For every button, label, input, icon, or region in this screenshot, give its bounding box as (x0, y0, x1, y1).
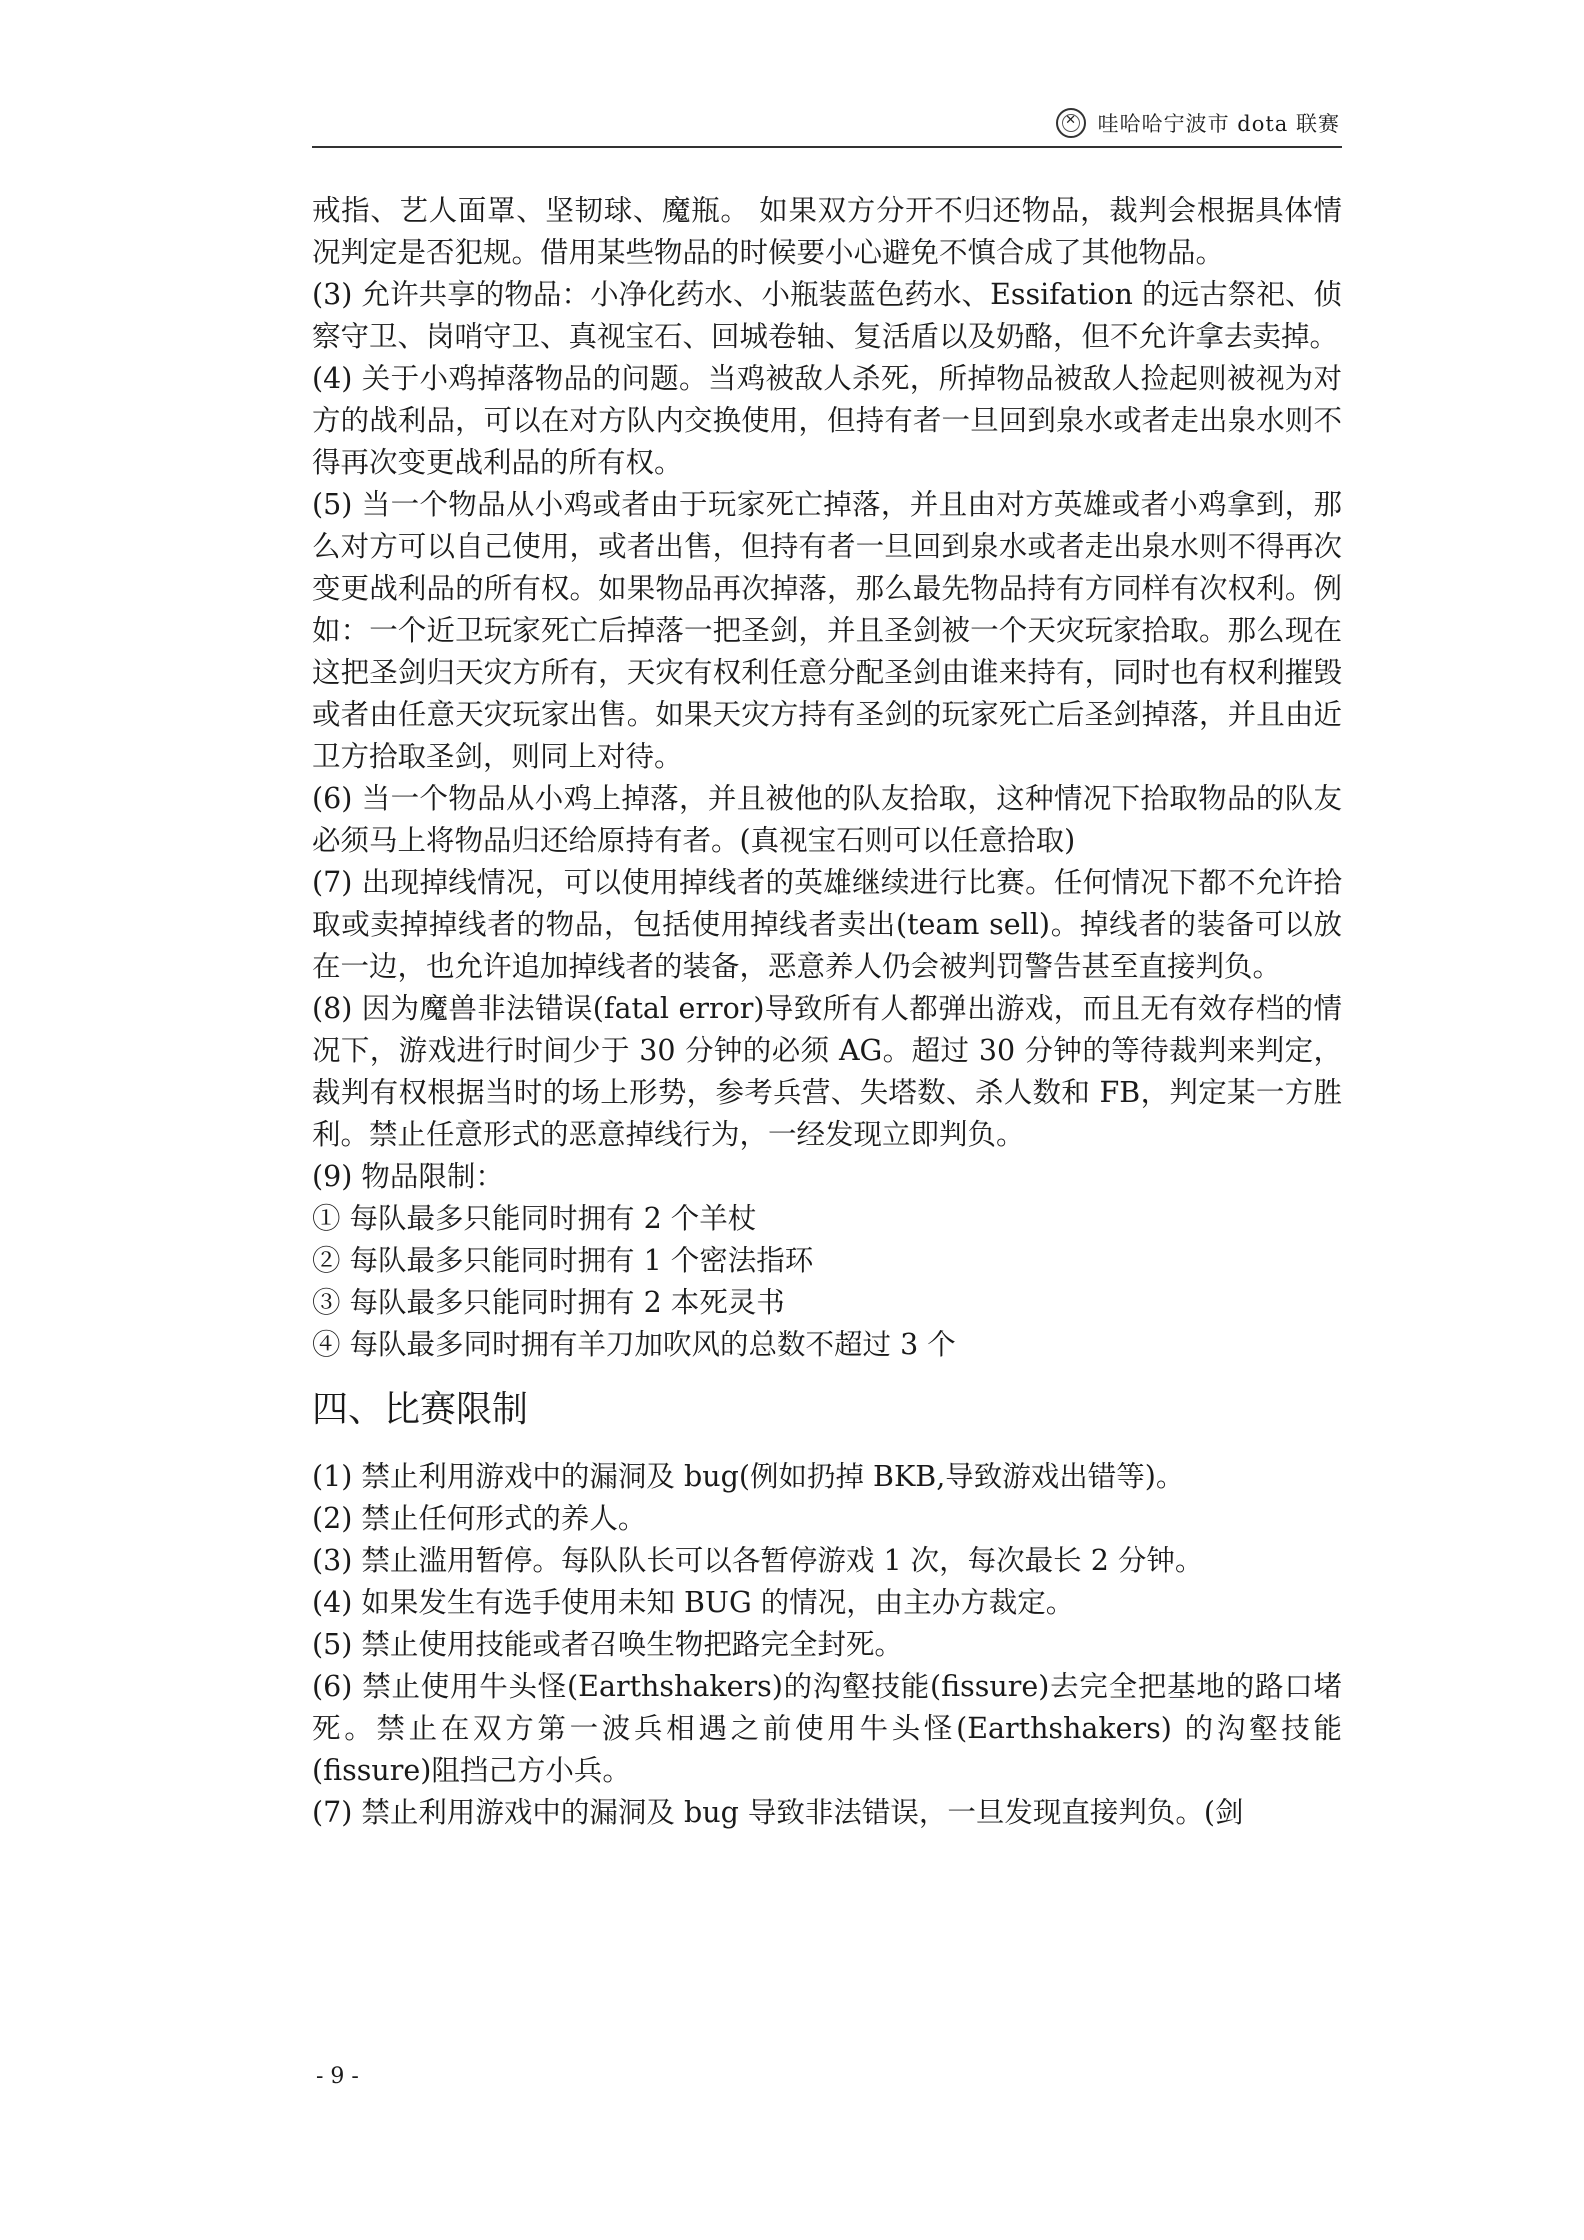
paragraph: (4) 关于小鸡掉落物品的问题。当鸡被敌人杀死，所掉物品被敌人捡起则被视为对方的战利品，可以在对方队内交换使用，但持有者一旦回到泉水或者走出泉水则不得再次变更战利品的所有权。 (312, 362, 1342, 479)
list-item: ③ 每队最多只能同时拥有 2 本死灵书 (312, 1286, 785, 1319)
paragraph: (1) 禁止利用游戏中的漏洞及 bug(例如扔掉 BKB,导致游戏出错等)。 (312, 1460, 1185, 1493)
section-heading: 四、比赛限制 (312, 1389, 529, 1430)
header-brand (1056, 108, 1340, 138)
paragraph: (8) 因为魔兽非法错误(fatal error)导致所有人都弹出游戏，而且无有效存档的情况下，游戏进行时间少于 30 分钟的必须 AG。超过 30 分钟的等待裁判来判定，裁判有权根据当时的场上形势，参考兵营、失塔数、杀人数和 FB，判定某一方胜利。禁止任意形式的恶意掉线行为，一经发现立即判负。 (312, 992, 1342, 1151)
list-item: ② 每队最多只能同时拥有 1 个密法指环 (312, 1244, 814, 1277)
list-item: ④ 每队最多同时拥有羊刀加吹风的总数不超过 3 个 (312, 1328, 956, 1361)
paragraph: (5) 禁止使用技能或者召唤生物把路完全封死。 (312, 1628, 903, 1661)
document-body (312, 190, 1342, 1834)
paragraph: (3) 禁止滥用暂停。每队队长可以各暂停游戏 1 次，每次最长 2 分钟。 (312, 1544, 1204, 1577)
paragraph: (6) 禁止使用牛头怪(Earthshakers)的沟壑技能(fissure)去完全把基地的路口堵死。禁止在双方第一波兵相遇之前使用牛头怪(Earthshakers) 的沟壑技能(fissure)阻挡己方小兵。 (312, 1670, 1342, 1787)
paragraph: (4) 如果发生有选手使用未知 BUG 的情况，由主办方裁定。 (312, 1586, 1075, 1619)
page-header (312, 100, 1342, 148)
paragraph: (3) 允许共享的物品：小净化药水、小瓶装蓝色药水、Essifation 的远古祭祀、侦察守卫、岗哨守卫、真视宝石、回城卷轴、复活盾以及奶酪，但不允许拿去卖掉。 (312, 278, 1342, 353)
paragraph: (9) 物品限制： (312, 1160, 504, 1193)
paragraph: (7) 出现掉线情况，可以使用掉线者的英雄继续进行比赛。任何情况下都不允许拾取或卖掉掉线者的物品，包括使用掉线者卖出(team sell)。掉线者的装备可以放在一边，也允许追加掉线者的装备，恶意养人仍会被判罚警告甚至直接判负。 (312, 866, 1342, 983)
paragraph: (6) 当一个物品从小鸡上掉落，并且被他的队友拾取，这种情况下拾取物品的队友必须马上将物品归还给原持有者。(真视宝石则可以任意拾取) (312, 782, 1342, 857)
league-emblem-icon (1056, 108, 1086, 138)
paragraph: (5) 当一个物品从小鸡或者由于玩家死亡掉落，并且由对方英雄或者小鸡拿到，那么对方可以自己使用，或者出售，但持有者一旦回到泉水或者走出泉水则不得再次变更战利品的所有权。如果物品再次掉落，那么最先物品持有方同样有次权利。例如：一个近卫玩家死亡后掉落一把圣剑，并且圣剑被一个天灾玩家拾取。那么现在这把圣剑归天灾方所有，天灾有权利任意分配圣剑由谁来持有，同时也有权利摧毁或者由任意天灾玩家出售。如果天灾方持有圣剑的玩家死亡后圣剑掉落，并且由近卫方拾取圣剑，则同上对待。 (312, 488, 1342, 773)
list-item: ① 每队最多只能同时拥有 2 个羊杖 (312, 1202, 757, 1235)
paragraph: 戒指、艺人面罩、坚韧球、魔瓶。 如果双方分开不归还物品，裁判会根据具体情况判定是否犯规。借用某些物品的时候要小心避免不慎合成了其他物品。 (312, 194, 1342, 269)
header-title: 哇哈哈宁波市 dota 联赛 (1097, 112, 1340, 136)
paragraph: (7) 禁止利用游戏中的漏洞及 bug 导致非法错误，一旦发现直接判负。(剑 (312, 1796, 1244, 1829)
paragraph: (2) 禁止任何形式的养人。 (312, 1502, 647, 1535)
page-number: - 9 - (316, 2064, 359, 2089)
